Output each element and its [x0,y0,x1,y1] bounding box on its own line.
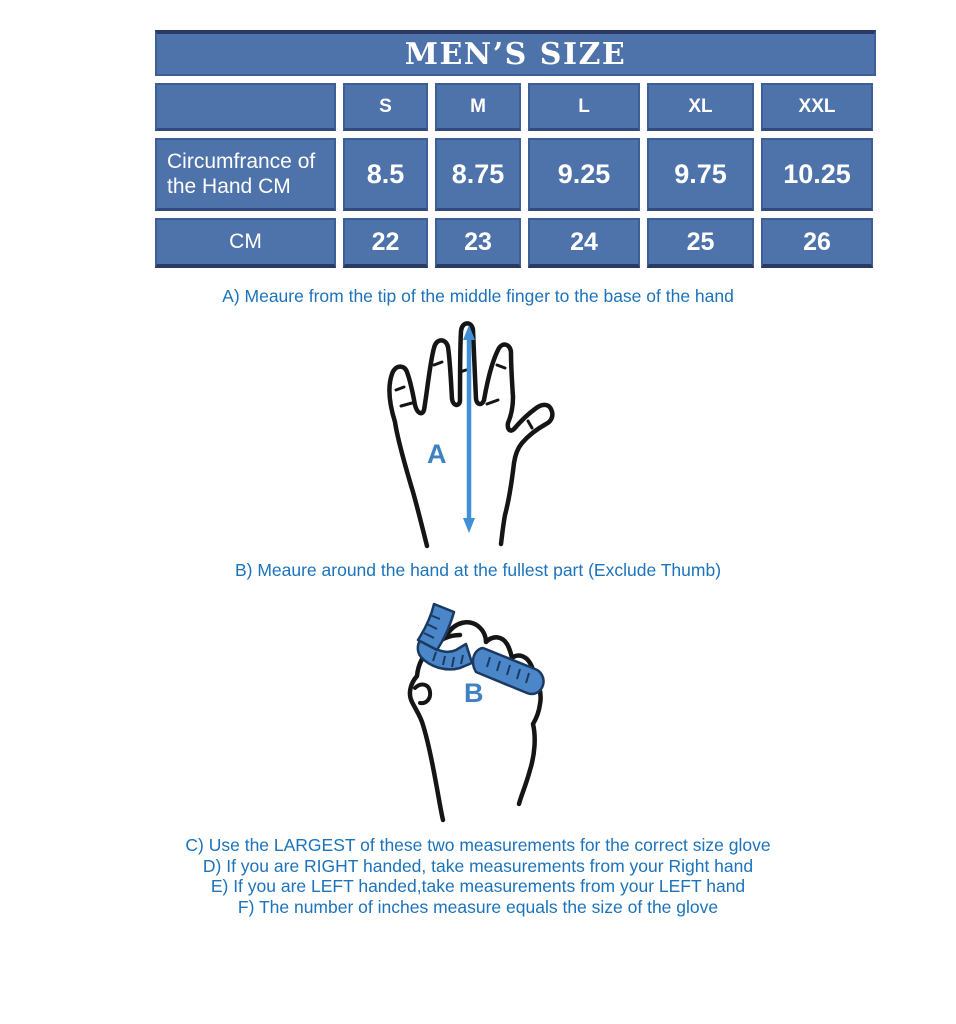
instruction-a: A) Meaure from the tip of the middle finger to the base of the hand [222,286,734,306]
row-label-circumference: Circumfrance of the Hand CM [155,138,336,211]
cm-value-m: 23 [435,218,521,268]
circumference-value-s: 8.5 [343,138,428,211]
circumference-value-m: 8.75 [435,138,521,211]
fist-measure-figure [390,592,580,837]
cm-value-xxl: 26 [761,218,873,268]
instruction-b: B) Meaure around the hand at the fullest part (Exclude Thumb) [234,560,722,580]
cm-value-xl: 25 [647,218,754,268]
mens-size-table [155,30,876,268]
open-hand-illustration [370,310,590,550]
size-grid [155,83,876,268]
fist-figure-label: B [464,678,484,708]
circumference-value-xl: 9.75 [647,138,754,211]
circumference-value-xxl: 10.25 [761,138,873,211]
cm-value-l: 24 [528,218,640,268]
fist-illustration [390,592,580,837]
instruction-e: E) If you are LEFT handed,take measurements from your LEFT hand [210,876,746,896]
size-header-s: S [343,83,428,131]
corner-cell [155,83,336,131]
size-header-xxl: XXL [761,83,873,131]
tape-upper-piece [418,604,454,650]
instruction-f: F) The number of inches measure equals the size of the glove [237,896,719,917]
cm-value-s: 22 [343,218,428,268]
row-label-cm: CM [155,218,336,268]
circumference-value-l: 9.25 [528,138,640,211]
hand-measure-figure [370,310,590,550]
arrow-head-bottom [463,518,475,533]
fist-thumb-curl [415,685,430,704]
size-header-m: M [435,83,521,131]
fist-outline-left [410,648,443,820]
sizing-notes [0,835,956,917]
size-header-xl: XL [647,83,754,131]
instruction-c: C) Use the LARGEST of these two measurements for the correct size glove [185,835,771,855]
instruction-d: D) If you are RIGHT handed, take measurements from your Right hand [202,855,754,876]
table-title: MEN’S SIZE [155,30,876,76]
hand-figure-label: A [427,439,447,469]
size-header-l: L [528,83,640,131]
